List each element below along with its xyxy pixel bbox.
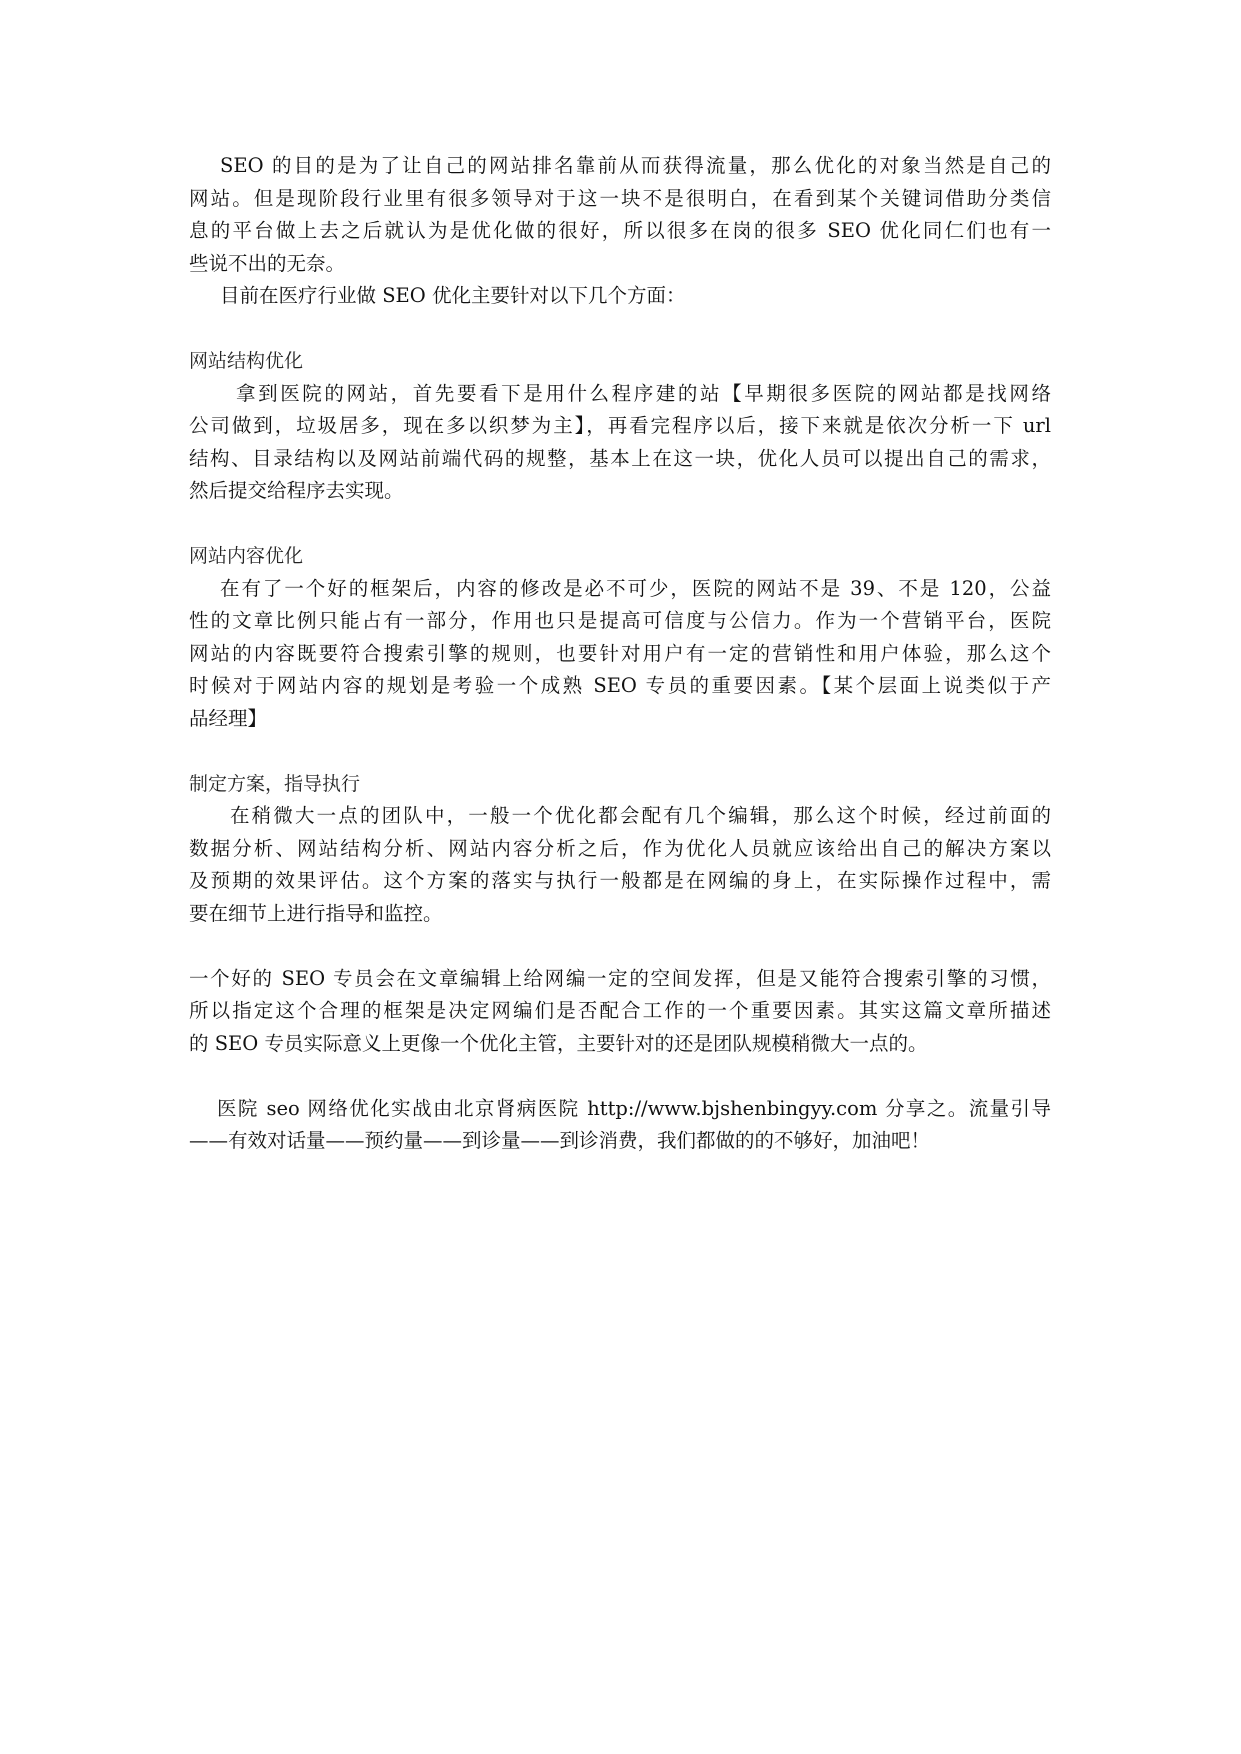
intro-lead: 目前在医疗行业做 SEO 优化主要针对以下几个方面：: [220, 284, 686, 307]
plan-paragraph: [189, 800, 1051, 930]
intro-line: 息的平台做上去之后就认为是优化做的很好，所以很多在岗的很多 SEO 优化同仁们也有一: [189, 219, 1051, 242]
footer-line: 医院 seo 网络优化实战由北京肾病医院 http://www.bjshenbingyy.com 分享之。流量引导: [217, 1096, 1051, 1120]
structure-line: 然后提交给程序去实现。: [189, 479, 404, 502]
section-heading-plan: 制定方案，指导执行: [189, 772, 361, 795]
content-paragraph: [189, 573, 1051, 736]
spacer: [189, 930, 1051, 963]
footer-paragraph: [189, 1093, 1051, 1158]
document-body: [189, 150, 1051, 1158]
footer-line: ——有效对话量——预约量——到诊量——到诊消费，我们都做的的不够好，加油吧！: [189, 1129, 931, 1152]
conclusion-line: 一个好的 SEO 专员会在文章编辑上给网编一定的空间发挥，但是又能符合搜索引擎的习惯，: [189, 966, 1051, 990]
structure-line: 公司做到，垃圾居多，现在多以织梦为主】，再看完程序以后，接下来就是依次分析一下 url: [189, 414, 1051, 437]
spacer: [189, 313, 1051, 346]
intro-line: SEO 的目的是为了让自己的网站排名靠前从而获得流量，那么优化的对象当然是自己的: [220, 154, 1051, 177]
spacer: [189, 735, 1051, 768]
structure-paragraph: [189, 378, 1051, 508]
conclusion-line: 的 SEO 专员实际意义上更像一个优化主管，主要针对的还是团队规模稍微大一点的。: [189, 1031, 928, 1055]
plan-line: 要在细节上进行指导和监控。: [189, 901, 443, 925]
plan-line: 在稍微大一点的团队中，一般一个优化都会配有几个编辑，那么这个时候，经过前面的: [230, 804, 1051, 827]
content-line: 性的文章比例只能占有一部分，作用也只是提高可信度与公信力。作为一个营销平台，医院: [189, 609, 1051, 632]
plan-line: 数据分析、网站结构分析、网站内容分析之后，作为优化人员就应该给出自己的解决方案以: [189, 836, 1051, 860]
structure-line: 拿到医院的网站，首先要看下是用什么程序建的站【早期很多医院的网站都是找网络: [236, 381, 1051, 405]
intro-line: 些说不出的无奈。: [189, 251, 346, 275]
content-line: 品经理】: [189, 706, 268, 730]
intro-line: 网站。但是现阶段行业里有很多领导对于这一块不是很明白，在看到某个关键词借助分类信: [189, 186, 1051, 210]
intro-paragraph: [189, 150, 1051, 280]
section-heading-content: 网站内容优化: [189, 545, 304, 567]
spacer: [189, 1060, 1051, 1093]
content-line: 网站的内容既要符合搜索引擎的规则，也要针对用户有一定的营销性和用户体验，那么这个: [189, 641, 1051, 665]
section-heading-structure: 网站结构优化: [189, 350, 304, 372]
structure-line: 结构、目录结构以及网站前端代码的规整，基本上在这一块，优化人员可以提出自己的需求，: [189, 446, 1051, 470]
conclusion-line: 所以指定这个合理的框架是决定网编们是否配合工作的一个重要因素。其实这篇文章所描述: [189, 999, 1051, 1022]
conclusion-paragraph: [189, 963, 1051, 1061]
content-line: 时候对于网站内容的规划是考验一个成熟 SEO 专员的重要因素。【某个层面上说类似于产: [189, 674, 1051, 697]
spacer: [189, 508, 1051, 541]
content-line: 在有了一个好的框架后，内容的修改是必不可少，医院的网站不是 39、不是 120，公益: [220, 576, 1051, 600]
plan-line: 及预期的效果评估。这个方案的落实与执行一般都是在网编的身上，在实际操作过程中，需: [189, 869, 1051, 892]
